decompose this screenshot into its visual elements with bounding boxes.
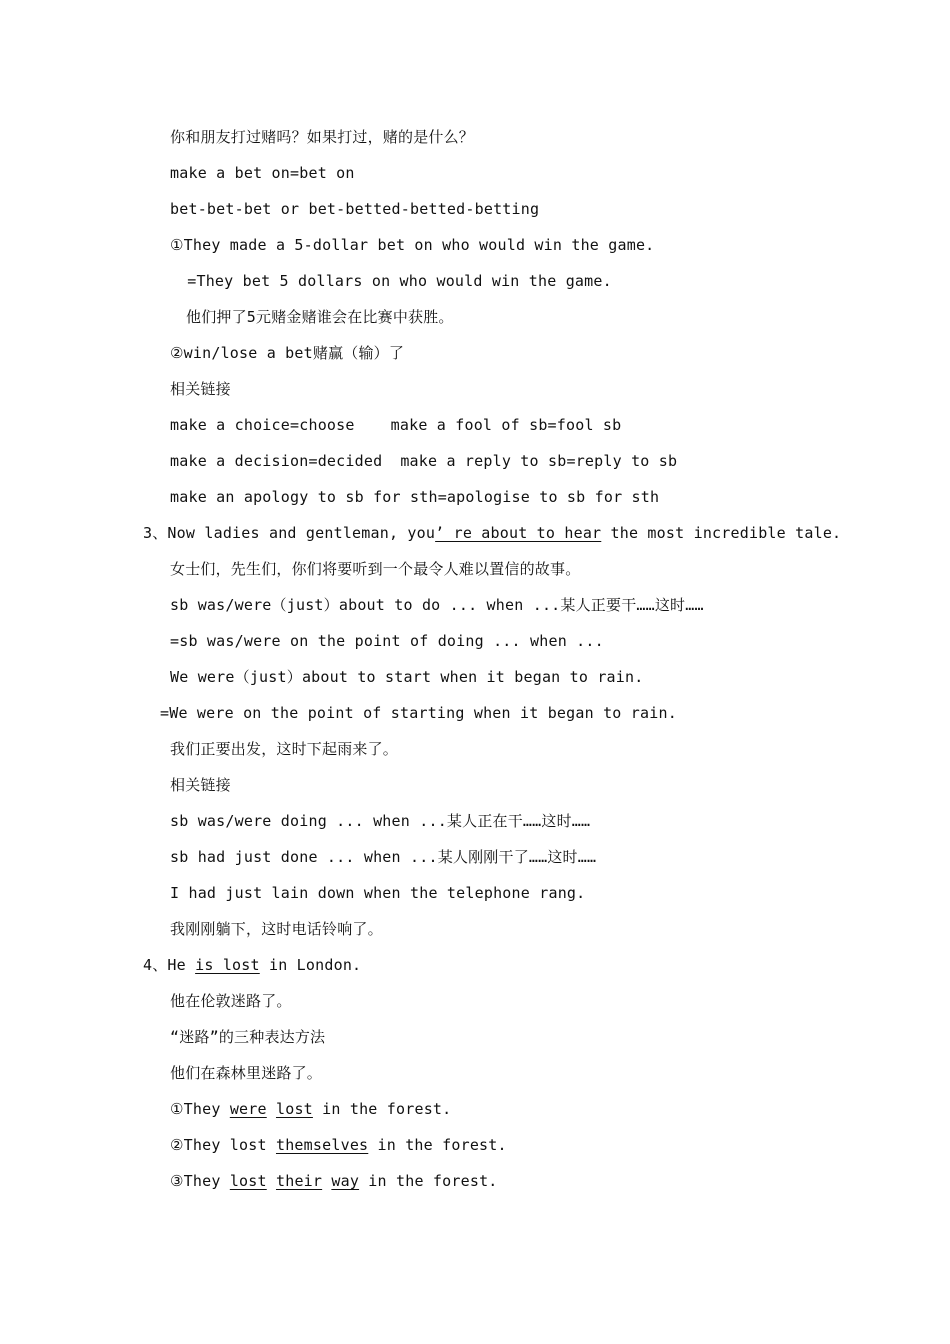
example-rain-translation: 我们正要出发，这时下起雨来了。 xyxy=(170,740,399,758)
way-2 xyxy=(170,1133,507,1157)
phrase-row-2 xyxy=(170,449,677,473)
example-1-alt: =They bet 5 dollars on who would win the game. xyxy=(178,272,612,290)
way-1-underlined-were: were xyxy=(229,1100,267,1118)
phrase-apology: make an apology to sb for sth=apologise to sb for sth xyxy=(170,488,660,506)
item-4-sentence xyxy=(143,953,361,977)
item-4-translation: 他在伦敦迷路了。 xyxy=(170,992,292,1010)
phrase-make-bet: make a bet on=bet on xyxy=(170,164,355,182)
way-2-underlined: themselves xyxy=(275,1136,369,1154)
phrase-fool: make a fool of sb=fool sb xyxy=(390,416,622,434)
way-1-text-b: in the forest. xyxy=(312,1100,452,1118)
pattern-point-of: =sb was/were on the point of doing ... when ... xyxy=(170,632,604,650)
item-4-text-a: 4、He xyxy=(143,956,196,974)
item-4-underlined: is lost xyxy=(195,956,260,974)
item-4-text-b: in London. xyxy=(259,956,362,974)
phrase-choice: make a choice=choose xyxy=(170,416,355,434)
forest-translation: 他们在森林里迷路了。 xyxy=(170,1064,323,1082)
way-1-space xyxy=(267,1100,276,1118)
example-2: ②win/lose a bet赌赢（输）了 xyxy=(170,344,405,362)
question-bet: 你和朋友打过赌吗？如果打过，赌的是什么？ xyxy=(170,128,475,146)
way-1-text-a: ①They xyxy=(170,1100,230,1118)
example-1-translation: 他们押了5元赌金赌谁会在比赛中获胜。 xyxy=(186,308,454,326)
item-3-underlined: ’ re about to hear xyxy=(435,524,602,542)
example-lain-translation: 我刚刚躺下，这时电话铃响了。 xyxy=(170,920,383,938)
bet-verb-forms: bet-bet-bet or bet-betted-betted-betting xyxy=(170,200,540,218)
way-3-underlined-their: their xyxy=(275,1172,323,1190)
three-ways-heading: “迷路”的三种表达方法 xyxy=(170,1028,326,1046)
way-2-text-b: in the forest. xyxy=(368,1136,507,1154)
phrase-decision: make a decision=decided xyxy=(170,452,383,470)
phrase-row-1 xyxy=(170,413,621,437)
item-3-translation: 女士们，先生们，你们将要听到一个最令人难以置信的故事。 xyxy=(170,560,581,578)
example-rain-1: We were（just）about to start when it began to rain. xyxy=(170,668,644,686)
pattern-done-when: sb had just done ... when ...某人刚刚干了……这时…… xyxy=(170,848,597,866)
related-links-heading: 相关链接 xyxy=(170,380,231,398)
pattern-about-to: sb was/were（just）about to do ... when ...某人正要干……这时…… xyxy=(170,596,704,614)
way-3-text-b: in the forest. xyxy=(359,1172,498,1190)
example-rain-2: =We were on the point of starting when it began to rain. xyxy=(160,704,677,722)
example-lain: I had just lain down when the telephone rang. xyxy=(170,884,586,902)
way-2-text-a: ②They lost xyxy=(170,1136,276,1154)
related-links-heading-2: 相关链接 xyxy=(170,776,231,794)
way-3-underlined-lost: lost xyxy=(229,1172,267,1190)
pattern-doing-when: sb was/were doing ... when ...某人正在干……这时…… xyxy=(170,812,591,830)
way-1 xyxy=(170,1097,451,1121)
way-3 xyxy=(170,1169,498,1193)
way-3-underlined-way: way xyxy=(331,1172,360,1190)
item-3-text-b: the most incredible tale. xyxy=(601,524,842,542)
example-1: ①They made a 5-dollar bet on who would win the game. xyxy=(170,236,655,254)
way-3-text-a: ③They xyxy=(170,1172,230,1190)
item-3-sentence xyxy=(143,521,841,545)
way-1-underlined-lost: lost xyxy=(275,1100,313,1118)
item-3-text-a: 3、Now ladies and gentleman, you xyxy=(143,524,436,542)
phrase-reply: make a reply to sb=reply to sb xyxy=(400,452,678,470)
